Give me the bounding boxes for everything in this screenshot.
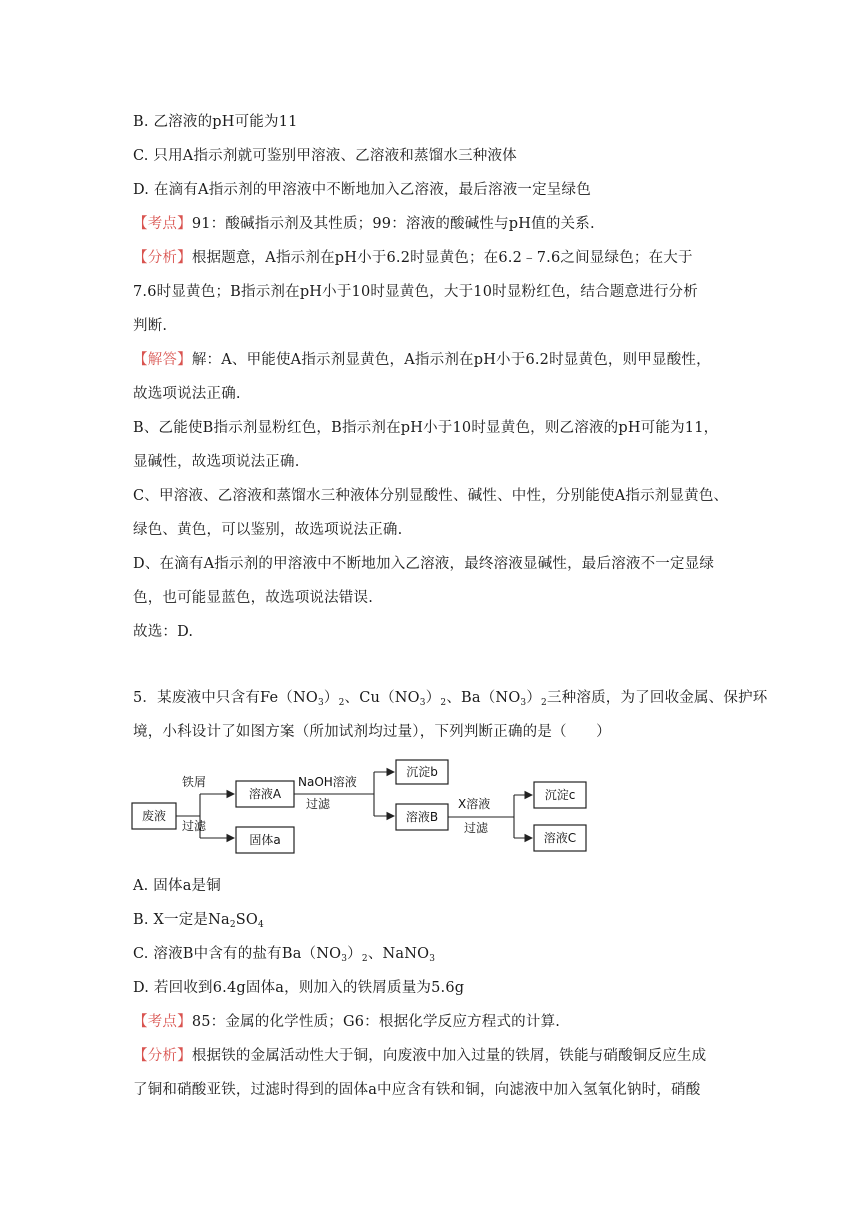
answer-line-7: D、在滴有A指示剂的甲溶液中不断地加入乙溶液，最终溶液显碱性，最后溶液不一定显绿 — [133, 556, 715, 572]
q5-analysis-line-1 — [133, 1046, 706, 1066]
process-flow-diagram — [130, 758, 594, 861]
option-c-text: C. 只用A指示剂就可鉴别甲溶液、乙溶液和蒸馏水三种液体 — [133, 148, 517, 164]
answer-line-1 — [133, 350, 711, 370]
kaodian-tag: 【考点】 — [133, 216, 192, 232]
q5-kaodian-line — [133, 1012, 560, 1032]
q5-kaodian-tag: 【考点】 — [133, 1014, 192, 1030]
filter2-label: 过滤 — [306, 797, 331, 811]
answer-line-4: 显碱性，故选项说法正确. — [133, 454, 300, 470]
precipitate-b-label: 沉淀b — [406, 765, 438, 779]
filter3-label: 过滤 — [464, 821, 489, 835]
answer-text-1: 解：A、甲能使A指示剂显黄色，A指示剂在pH小于6.2时显黄色，则甲显酸性， — [191, 352, 711, 368]
kaodian-line — [133, 214, 595, 234]
q5-option-a: A. 固体a是铜 — [133, 878, 221, 894]
answer-line-8: 色，也可能显蓝色，故选项说法错误. — [133, 590, 374, 606]
option-b-text: B. 乙溶液的pH可能为11 — [133, 114, 298, 130]
precipitate-c-label: 沉淀c — [544, 788, 576, 802]
answer-line-2: 故选项说法正确. — [133, 386, 241, 402]
q5-analysis-tag: 【分析】 — [133, 1048, 192, 1064]
analysis-text-1: 根据题意，A指示剂在pH小于6.2时显黄色；在6.2﹣7.6之间显绿色；在大于 — [191, 250, 693, 266]
naoh-label: NaOH溶液 — [298, 775, 357, 789]
solid-a-label: 固体a — [249, 833, 281, 847]
question-5-line-2: 境，小科设计了如图方案（所加试剂均过量），下列判断正确的是（ ） — [133, 724, 611, 740]
answer-line-9: 故选：D. — [133, 624, 194, 640]
q5-option-b: B. X一定是$Na_2SO_4$ — [133, 912, 264, 930]
filter1-label: 过滤 — [182, 819, 207, 833]
kaodian-text: 91：酸碱指示剂及其性质；99：溶液的酸碱性与pH值的关系. — [191, 216, 595, 232]
q5-analysis-line-2: 了铜和硝酸亚铁，过滤时得到的固体a中应含有铁和铜，向滤液中加入氢氧化钠时，硝酸 — [133, 1082, 701, 1098]
option-d-text: D. 在滴有A指示剂的甲溶液中不断地加入乙溶液，最后溶液一定呈绿色 — [133, 182, 591, 198]
q5-option-d: D. 若回收到6.4g固体a，则加入的铁屑质量为5.6g — [133, 980, 465, 996]
question-5-line-1: 5．某废液中只含有$Fe(NO_3)_2$、$Cu(NO_3)_2$、$Ba(NO_3)_2$三种溶质，为了回收金属、保护环 — [133, 690, 768, 708]
solution-c-label: 溶液C — [543, 831, 577, 845]
analysis-line-1 — [133, 248, 693, 268]
solution-a-label: 溶液A — [248, 787, 282, 801]
q5-analysis-text-1: 根据铁的金属活动性大于铜，向废液中加入过量的铁屑，铁能与硝酸铜反应生成 — [191, 1048, 707, 1064]
answer-tag: 【解答】 — [133, 352, 192, 368]
answer-line-5: C、甲溶液、乙溶液和蒸馏水三种液体分别显酸性、碱性、中性，分别能使A指示剂显黄色、 — [133, 488, 729, 504]
analysis-line-3: 判断. — [133, 318, 168, 334]
analysis-tag: 【分析】 — [133, 250, 192, 266]
answer-line-6: 绿色、黄色，可以鉴别，故选项说法正确. — [133, 522, 403, 538]
waste-label: 废液 — [141, 809, 167, 823]
q5-kaodian-text: 85：金属的化学性质；G6：根据化学反应方程式的计算. — [191, 1014, 561, 1030]
solution-b-label: 溶液B — [405, 810, 439, 824]
q5-option-c: C. 溶液B中含有的盐有$Ba(NO_3)_2$、NaNO$_3$ — [133, 946, 436, 964]
analysis-line-2: 7.6时显黄色；B指示剂在pH小于10时显黄色，大于10时显粉红色，结合题意进行分析 — [133, 284, 698, 300]
iron-label: 铁屑 — [182, 775, 207, 789]
x-solution-label: X溶液 — [458, 797, 491, 811]
answer-line-3: B、乙能使B指示剂显粉红色，B指示剂在pH小于10时显黄色，则乙溶液的pH可能为11， — [133, 420, 719, 436]
